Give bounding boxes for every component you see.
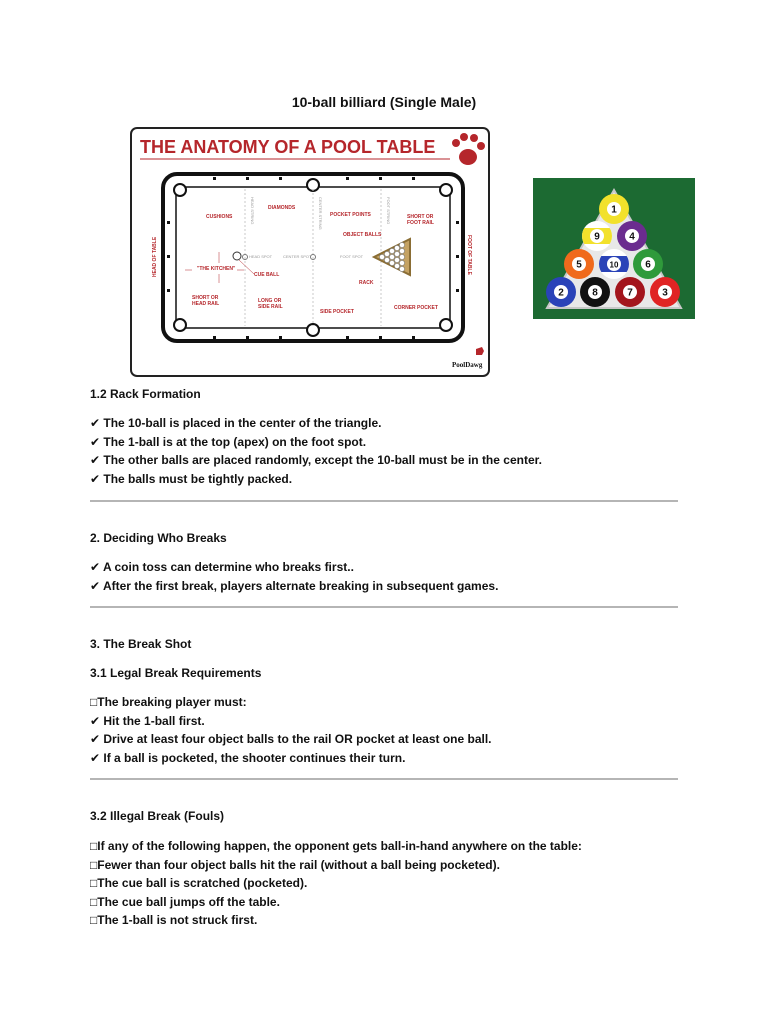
ball-number: 2 (558, 287, 564, 299)
document-title: 10-ball billiard (Single Male) (291, 94, 477, 110)
ball-1 (599, 194, 629, 224)
ball-8 (580, 277, 610, 307)
list-item: □The cue ball jumps off the table. (90, 894, 280, 909)
ball-5 (564, 249, 594, 279)
list-item: ✔ The balls must be tightly packed. (90, 471, 293, 486)
list-item: ✔ After the first break, players alternate breaking in subsequent games. (90, 578, 499, 593)
diagram-heading: THE ANATOMY OF A POOL TABLE (140, 137, 436, 157)
label-head-spot: HEAD SPOT (249, 254, 273, 259)
list-item: □Fewer than four object balls hit the rail (without a ball being pocketed). (90, 857, 500, 872)
ball-number: 1 (611, 204, 617, 216)
label-foot-spot: FOOT SPOT (340, 254, 364, 259)
label-head-string: HEAD STRING (250, 197, 255, 225)
section-heading-rack-formation: 1.2 Rack Formation (90, 387, 201, 401)
label-foot-of-table: FOOT OF TABLE (466, 235, 472, 275)
ball-7 (615, 277, 645, 307)
list-item: ✔ Hit the 1-ball first. (90, 713, 205, 728)
list-item: ✔ If a ball is pocketed, the shooter continues their turn. (90, 750, 406, 765)
label-head-of-table: HEAD OF TABLE (152, 236, 158, 277)
label-short-foot-rail: SHORT OR FOOT RAIL (407, 214, 434, 226)
section-heading-legal-break: 3.1 Legal Break Requirements (90, 666, 262, 680)
ball-3 (650, 277, 680, 307)
label-long-side-rail: LONG OR SIDE RAIL (258, 298, 283, 310)
ball-2 (546, 277, 576, 307)
deciding-who-breaks-list (90, 558, 498, 595)
list-item: ✔ Drive at least four object balls to the rail OR pocket at least one ball. (90, 732, 492, 746)
label-corner-pocket: CORNER POCKET (394, 305, 438, 311)
ten-ball-rack-image (533, 178, 695, 319)
list-item: ✔ The 10-ball is placed in the center of the triangle. (90, 416, 382, 430)
section-heading-illegal-break: 3.2 Illegal Break (Fouls) (90, 809, 225, 823)
section-heading-deciding-who-breaks: 2. Deciding Who Breaks (90, 531, 227, 545)
brand-logo-text: PoolDawg (452, 361, 483, 369)
ball-4 (617, 221, 647, 251)
ball-number: 7 (627, 287, 633, 299)
ball-number: 4 (629, 231, 635, 243)
label-center-string: CENTER STRING (318, 197, 323, 230)
list-item: ✔ The other balls are placed randomly, except the 10-ball must be in the center. (90, 453, 542, 467)
label-pocket-points: POCKET POINTS (330, 212, 371, 218)
label-cushions: CUSHIONS (206, 214, 233, 220)
ball-6 (633, 249, 663, 279)
ball-9 (582, 221, 612, 251)
list-item: □The 1-ball is not struck first. (90, 913, 258, 927)
ball-number: 5 (576, 259, 582, 271)
ball-number: 8 (592, 287, 598, 299)
list-item: ✔ A coin toss can determine who breaks first.. (90, 560, 354, 574)
ball-number: 9 (594, 231, 600, 243)
label-center-spot: CENTER SPOT (283, 254, 312, 259)
divider (90, 778, 678, 780)
label-object-balls: OBJECT BALLS (343, 232, 382, 238)
rack-formation-list (90, 414, 542, 488)
illegal-break-list (90, 837, 582, 930)
ball-number: 6 (645, 259, 651, 271)
label-side-pocket: SIDE POCKET (320, 309, 354, 315)
label-foot-string: FOOT STRING (386, 197, 391, 225)
label-rack: RACK (359, 280, 374, 286)
list-item: □The cue ball is scratched (pocketed). (90, 876, 308, 890)
cue-ball (233, 252, 241, 260)
label-cue-ball: CUE BALL (254, 272, 280, 278)
section-heading-break-shot: 3. The Break Shot (90, 637, 192, 651)
divider (90, 606, 678, 608)
list-item: □If any of the following happen, the opponent gets ball-in-hand anywhere on the table: (90, 839, 582, 853)
label-short-head-rail: SHORT OR HEAD RAIL (192, 295, 220, 307)
ball-number: 3 (662, 287, 668, 299)
list-item: □The breaking player must: (90, 695, 247, 709)
label-the-kitchen: "THE KITCHEN" (197, 266, 236, 272)
list-item: ✔ The 1-ball is at the top (apex) on the foot spot. (90, 434, 367, 449)
divider (90, 500, 678, 502)
legal-break-list (90, 693, 492, 767)
label-diamonds: DIAMONDS (268, 205, 296, 211)
ball-number: 10 (609, 260, 619, 270)
ball-10 (599, 249, 629, 279)
pool-table-anatomy-diagram (130, 127, 490, 377)
